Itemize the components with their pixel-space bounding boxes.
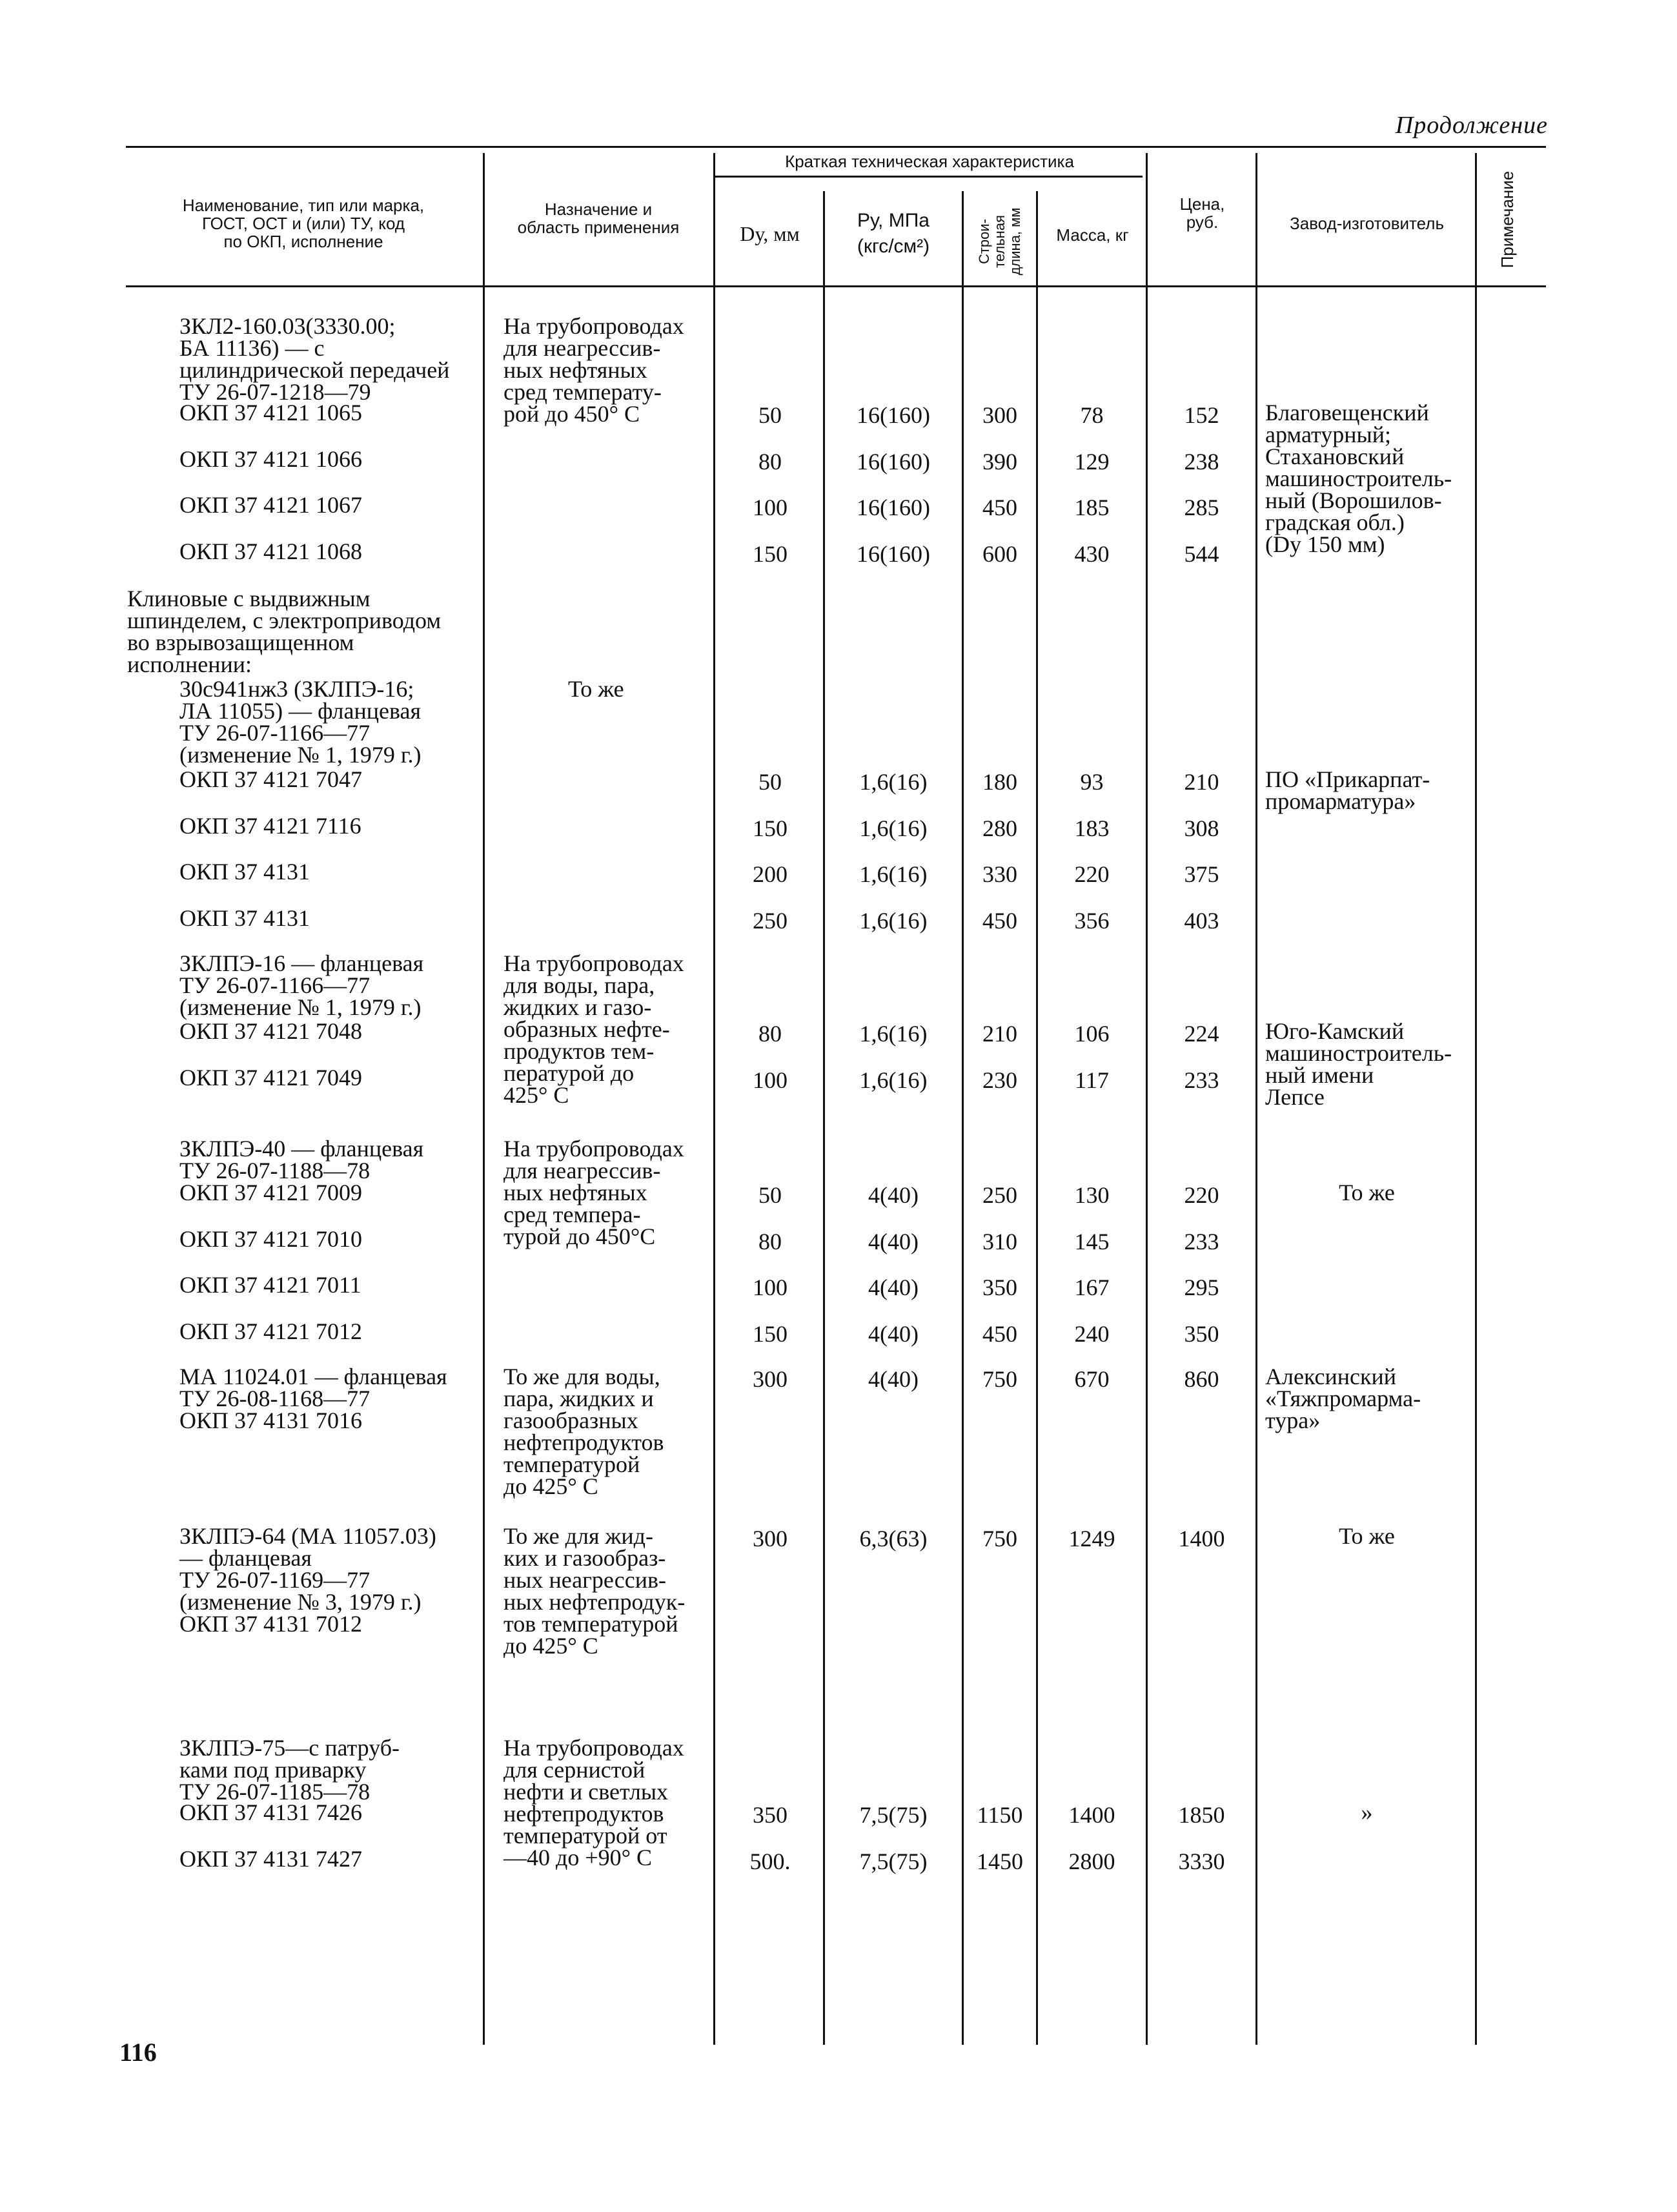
header-subrule bbox=[713, 176, 1143, 178]
py-value: 16(160) bbox=[857, 541, 930, 567]
py-value: 4(40) bbox=[868, 1229, 919, 1254]
header-brief: Краткая техническая характеристика bbox=[785, 152, 1074, 171]
mass-value: 129 bbox=[1074, 449, 1110, 475]
item-name-line: ТУ 26-07-1166—77 bbox=[179, 972, 371, 998]
factory-line: градская обл.) bbox=[1265, 509, 1405, 535]
length-value: 600 bbox=[982, 541, 1017, 567]
py-value: 4(40) bbox=[868, 1366, 919, 1392]
py-value: 16(160) bbox=[857, 495, 930, 520]
dy-value: 100 bbox=[753, 1067, 788, 1093]
purpose-line: нефтепродуктов bbox=[503, 1429, 664, 1455]
factory-line: » bbox=[1361, 1799, 1373, 1825]
dy-value: 350 bbox=[753, 1802, 788, 1828]
dy-value: 80 bbox=[758, 449, 782, 475]
py-value: 16(160) bbox=[857, 402, 930, 428]
dy-value: 500. bbox=[749, 1848, 791, 1874]
header-dy: Dу, мм bbox=[740, 222, 800, 245]
purpose-line: На трубопроводах bbox=[503, 313, 684, 339]
header-note: Примечание bbox=[1498, 170, 1517, 269]
purpose-line: То же для жид- bbox=[503, 1523, 653, 1549]
mass-value: 2800 bbox=[1068, 1848, 1115, 1874]
purpose-line: ных нефтяных bbox=[503, 1180, 647, 1205]
length-value: 210 bbox=[982, 1021, 1017, 1047]
item-name-line: БА 11136) — с bbox=[179, 335, 325, 361]
price-value: 224 bbox=[1184, 1021, 1219, 1047]
price-value: 233 bbox=[1184, 1067, 1219, 1093]
purpose-line: рой до 450° С bbox=[503, 401, 640, 427]
factory-line: ный имени bbox=[1265, 1062, 1374, 1088]
purpose-line: На трубопроводах bbox=[503, 1735, 684, 1761]
header-purpose: Назначение и область применения bbox=[517, 200, 680, 237]
factory-line: Стахановский bbox=[1265, 444, 1405, 469]
okp-code: ОКП 37 4121 7048 bbox=[179, 1018, 363, 1044]
mass-value: 145 bbox=[1074, 1229, 1110, 1254]
col-divider-7 bbox=[1255, 153, 1257, 2045]
col-divider-2 bbox=[713, 153, 715, 2045]
group-intro-line: Клиновые с выдвижным bbox=[127, 586, 371, 611]
py-value: 4(40) bbox=[868, 1321, 919, 1347]
length-value: 1450 bbox=[977, 1848, 1023, 1874]
okp-code: ОКП 37 4131 bbox=[179, 905, 310, 931]
length-value: 350 bbox=[982, 1275, 1017, 1300]
item-name-line: цилиндрической передачей bbox=[179, 357, 450, 383]
factory-line: Лепсе bbox=[1265, 1084, 1325, 1110]
length-value: 330 bbox=[982, 861, 1017, 887]
mass-value: 106 bbox=[1074, 1021, 1110, 1047]
okp-code: ОКП 37 4131 bbox=[179, 859, 310, 885]
group-intro-line: во взрывозащищенном bbox=[127, 630, 354, 655]
continuation-label: Продолжение bbox=[1395, 112, 1548, 139]
header-py: Pу, МПа (кгс/см²) bbox=[857, 210, 930, 257]
dy-value: 80 bbox=[758, 1229, 782, 1254]
purpose-line: для неагрессив- bbox=[503, 1158, 661, 1183]
py-value: 7,5(75) bbox=[859, 1848, 928, 1874]
py-value: 6,3(63) bbox=[859, 1526, 928, 1551]
length-value: 230 bbox=[982, 1067, 1017, 1093]
py-value: 4(40) bbox=[868, 1275, 919, 1300]
purpose-line: сред температу- bbox=[503, 379, 662, 405]
mass-value: 183 bbox=[1074, 815, 1110, 841]
length-value: 250 bbox=[982, 1182, 1017, 1208]
item-name-line: (изменение № 3, 1979 г.) bbox=[179, 1589, 422, 1615]
item-name-line: ЛА 11055) — фланцевая bbox=[179, 698, 422, 724]
length-value: 310 bbox=[982, 1229, 1017, 1254]
length-value: 390 bbox=[982, 449, 1017, 475]
price-value: 220 bbox=[1184, 1182, 1219, 1208]
factory-line: ный (Ворошилов- bbox=[1265, 487, 1442, 513]
price-value: 238 bbox=[1184, 449, 1219, 475]
mass-value: 356 bbox=[1074, 908, 1110, 934]
header-bottom-rule bbox=[126, 285, 1546, 287]
item-name-line: (изменение № 1, 1979 г.) bbox=[179, 994, 422, 1020]
mass-value: 1249 bbox=[1068, 1526, 1115, 1551]
item-name-line: ТУ 26-07-1169—77 bbox=[179, 1567, 371, 1593]
header-length: Строи- тельная длина, мм bbox=[976, 207, 1023, 276]
price-value: 3330 bbox=[1178, 1848, 1225, 1874]
price-value: 403 bbox=[1184, 908, 1219, 934]
item-name-line: ЗКЛПЭ-16 — фланцевая bbox=[179, 950, 424, 976]
price-value: 308 bbox=[1184, 815, 1219, 841]
purpose-line: нефти и светлых bbox=[503, 1779, 669, 1805]
purpose-line: до 425° С bbox=[503, 1473, 598, 1499]
okp-code: ОКП 37 4121 1068 bbox=[179, 538, 363, 564]
group-intro-line: шпинделем, с электроприводом bbox=[127, 608, 442, 633]
dy-value: 300 bbox=[753, 1366, 788, 1392]
item-name-line: МА 11024.01 — фланцевая bbox=[179, 1364, 447, 1389]
dy-value: 100 bbox=[753, 495, 788, 520]
dy-value: 150 bbox=[753, 815, 788, 841]
purpose-line: образных нефте- bbox=[503, 1016, 670, 1042]
item-name-line: ОКП 37 4131 7012 bbox=[179, 1611, 363, 1637]
factory-line: промарматура» bbox=[1265, 788, 1416, 814]
price-value: 233 bbox=[1184, 1229, 1219, 1254]
purpose-line: То же bbox=[568, 676, 624, 702]
mass-value: 117 bbox=[1075, 1067, 1109, 1093]
factory-line: То же bbox=[1339, 1180, 1395, 1205]
price-value: 210 bbox=[1184, 769, 1219, 795]
item-name-line: ЗКЛПЭ-40 — фланцевая bbox=[179, 1136, 424, 1162]
page-number: 116 bbox=[119, 2038, 157, 2067]
okp-code: ОКП 37 4121 7116 bbox=[179, 813, 361, 839]
purpose-line: температурой bbox=[503, 1451, 640, 1477]
dy-value: 250 bbox=[753, 908, 788, 934]
purpose-line: для сернистой bbox=[503, 1757, 645, 1783]
mass-value: 220 bbox=[1074, 861, 1110, 887]
purpose-line: —40 до +90° С bbox=[503, 1845, 653, 1870]
purpose-line: сред темпера- bbox=[503, 1202, 641, 1227]
purpose-line: ных нефтяных bbox=[503, 357, 647, 383]
header-name: Наименование, тип или марка, ГОСТ, ОСТ и (или) ТУ, код по ОКП, исполнение bbox=[182, 196, 425, 251]
okp-code: ОКП 37 4121 7049 bbox=[179, 1065, 363, 1091]
factory-line: (Dу 150 мм) bbox=[1265, 531, 1385, 557]
purpose-line: тов температурой bbox=[503, 1611, 678, 1637]
dy-value: 300 bbox=[753, 1526, 788, 1551]
mass-value: 670 bbox=[1074, 1366, 1110, 1392]
dy-value: 100 bbox=[753, 1275, 788, 1300]
py-value: 1,6(16) bbox=[859, 908, 928, 934]
table-top-rule bbox=[126, 146, 1546, 148]
purpose-line: ных неагрессив- bbox=[503, 1567, 666, 1593]
mass-value: 93 bbox=[1080, 769, 1104, 795]
purpose-line: пара, жидких и bbox=[503, 1386, 654, 1411]
okp-code: ОКП 37 4121 7009 bbox=[179, 1180, 363, 1205]
dy-value: 150 bbox=[753, 1321, 788, 1347]
item-name-line: ЗКЛ2-160.03(3330.00; bbox=[179, 313, 396, 339]
factory-line: арматурный; bbox=[1265, 422, 1391, 447]
factory-line: тура» bbox=[1265, 1408, 1321, 1433]
col-divider-6 bbox=[1146, 153, 1148, 2045]
item-name-line: ТУ 26-07-1185—78 bbox=[179, 1779, 371, 1805]
item-name-line: (изменение № 1, 1979 г.) bbox=[179, 742, 422, 768]
purpose-line: нефтепродуктов bbox=[503, 1801, 664, 1827]
mass-value: 167 bbox=[1074, 1275, 1110, 1300]
header-price: Цена, руб. bbox=[1179, 194, 1225, 232]
header-mass: Масса, кг bbox=[1056, 225, 1129, 245]
py-value: 7,5(75) bbox=[859, 1802, 928, 1828]
factory-line: То же bbox=[1339, 1523, 1395, 1549]
price-value: 285 bbox=[1184, 495, 1219, 520]
length-value: 1150 bbox=[977, 1802, 1023, 1828]
dy-value: 200 bbox=[753, 861, 788, 887]
item-name-line: ТУ 26-07-1188—78 bbox=[179, 1158, 371, 1183]
purpose-line: пературой до bbox=[503, 1060, 635, 1086]
mass-value: 78 bbox=[1080, 402, 1104, 428]
factory-line: «Тяжпромарма- bbox=[1265, 1386, 1421, 1411]
okp-code: ОКП 37 4121 1065 bbox=[179, 400, 363, 425]
purpose-line: температурой от bbox=[503, 1823, 667, 1848]
item-name-line: ТУ 26-07-1166—77 bbox=[179, 720, 371, 746]
group-intro-line: исполнении: bbox=[127, 651, 252, 677]
purpose-line: ких и газообраз- bbox=[503, 1545, 666, 1571]
factory-line: Благовещенский bbox=[1265, 400, 1429, 425]
header-factory: Завод-изготовитель bbox=[1290, 214, 1444, 233]
purpose-line: газообразных bbox=[503, 1408, 638, 1433]
price-value: 350 bbox=[1184, 1321, 1219, 1347]
item-name-line: — фланцевая bbox=[179, 1545, 312, 1571]
okp-code: ОКП 37 4131 7427 bbox=[179, 1846, 363, 1872]
purpose-line: На трубопроводах bbox=[503, 1136, 684, 1162]
mass-value: 185 bbox=[1074, 495, 1110, 520]
py-value: 1,6(16) bbox=[859, 815, 928, 841]
price-value: 1400 bbox=[1178, 1526, 1225, 1551]
length-value: 450 bbox=[982, 908, 1017, 934]
length-value: 450 bbox=[982, 495, 1017, 520]
okp-code: ОКП 37 4121 7010 bbox=[179, 1226, 363, 1252]
mass-value: 130 bbox=[1074, 1182, 1110, 1208]
purpose-line: жидких и газо- bbox=[503, 994, 652, 1020]
factory-line: ПО «Прикарпат- bbox=[1265, 766, 1430, 792]
py-value: 1,6(16) bbox=[859, 1067, 928, 1093]
py-value: 1,6(16) bbox=[859, 1021, 928, 1047]
item-name-line: 30с941нж3 (ЗКЛПЭ-16; bbox=[179, 676, 414, 702]
dy-value: 50 bbox=[758, 402, 782, 428]
item-name-line: ЗКЛПЭ-75—с патруб- bbox=[179, 1735, 400, 1761]
okp-code: ОКП 37 4121 7047 bbox=[179, 766, 363, 792]
dy-value: 150 bbox=[753, 541, 788, 567]
py-value: 4(40) bbox=[868, 1182, 919, 1208]
okp-code: ОКП 37 4131 7426 bbox=[179, 1799, 363, 1825]
okp-code: ОКП 37 4121 7012 bbox=[179, 1318, 363, 1344]
purpose-line: до 425° С bbox=[503, 1633, 598, 1659]
py-value: 16(160) bbox=[857, 449, 930, 475]
price-value: 544 bbox=[1184, 541, 1219, 567]
col-divider-8 bbox=[1475, 153, 1477, 2045]
item-name-line: ками под приварку bbox=[179, 1757, 367, 1783]
py-value: 1,6(16) bbox=[859, 769, 928, 795]
purpose-line: для воды, пара, bbox=[503, 972, 655, 998]
dy-value: 50 bbox=[758, 1182, 782, 1208]
purpose-line: ных нефтепродук- bbox=[503, 1589, 686, 1615]
purpose-line: для неагрессив- bbox=[503, 335, 661, 361]
okp-code: ОКП 37 4121 1066 bbox=[179, 446, 363, 472]
item-name-line: ТУ 26-07-1218—79 bbox=[179, 379, 371, 405]
price-value: 860 bbox=[1184, 1366, 1219, 1392]
price-value: 1850 bbox=[1178, 1802, 1225, 1828]
length-value: 750 bbox=[982, 1366, 1017, 1392]
purpose-line: продуктов тем- bbox=[503, 1038, 655, 1064]
okp-code: ОКП 37 4121 1067 bbox=[179, 492, 363, 518]
length-value: 450 bbox=[982, 1321, 1017, 1347]
length-value: 180 bbox=[982, 769, 1017, 795]
purpose-line: 425° С bbox=[503, 1082, 569, 1108]
purpose-line: турой до 450°С bbox=[503, 1224, 656, 1249]
item-name-line: ОКП 37 4131 7016 bbox=[179, 1408, 363, 1433]
price-value: 152 bbox=[1184, 402, 1219, 428]
purpose-line: То же для воды, bbox=[503, 1364, 660, 1389]
purpose-line: На трубопроводах bbox=[503, 950, 684, 976]
length-value: 300 bbox=[982, 402, 1017, 428]
item-name-line: ТУ 26-08-1168—77 bbox=[179, 1386, 371, 1411]
mass-value: 240 bbox=[1074, 1321, 1110, 1347]
dy-value: 80 bbox=[758, 1021, 782, 1047]
price-value: 295 bbox=[1184, 1275, 1219, 1300]
item-name-line: ЗКЛПЭ-64 (МА 11057.03) bbox=[179, 1523, 436, 1549]
length-value: 750 bbox=[982, 1526, 1017, 1551]
okp-code: ОКП 37 4121 7011 bbox=[179, 1272, 361, 1298]
length-value: 280 bbox=[982, 815, 1017, 841]
col-divider-1 bbox=[483, 153, 485, 2045]
factory-line: Алексинский bbox=[1265, 1364, 1397, 1389]
mass-value: 1400 bbox=[1068, 1802, 1115, 1828]
py-value: 1,6(16) bbox=[859, 861, 928, 887]
factory-line: машиностроитель- bbox=[1265, 466, 1452, 491]
mass-value: 430 bbox=[1074, 541, 1110, 567]
factory-line: Юго-Камский bbox=[1265, 1018, 1405, 1044]
dy-value: 50 bbox=[758, 769, 782, 795]
price-value: 375 bbox=[1184, 861, 1219, 887]
factory-line: машиностроитель- bbox=[1265, 1040, 1452, 1066]
